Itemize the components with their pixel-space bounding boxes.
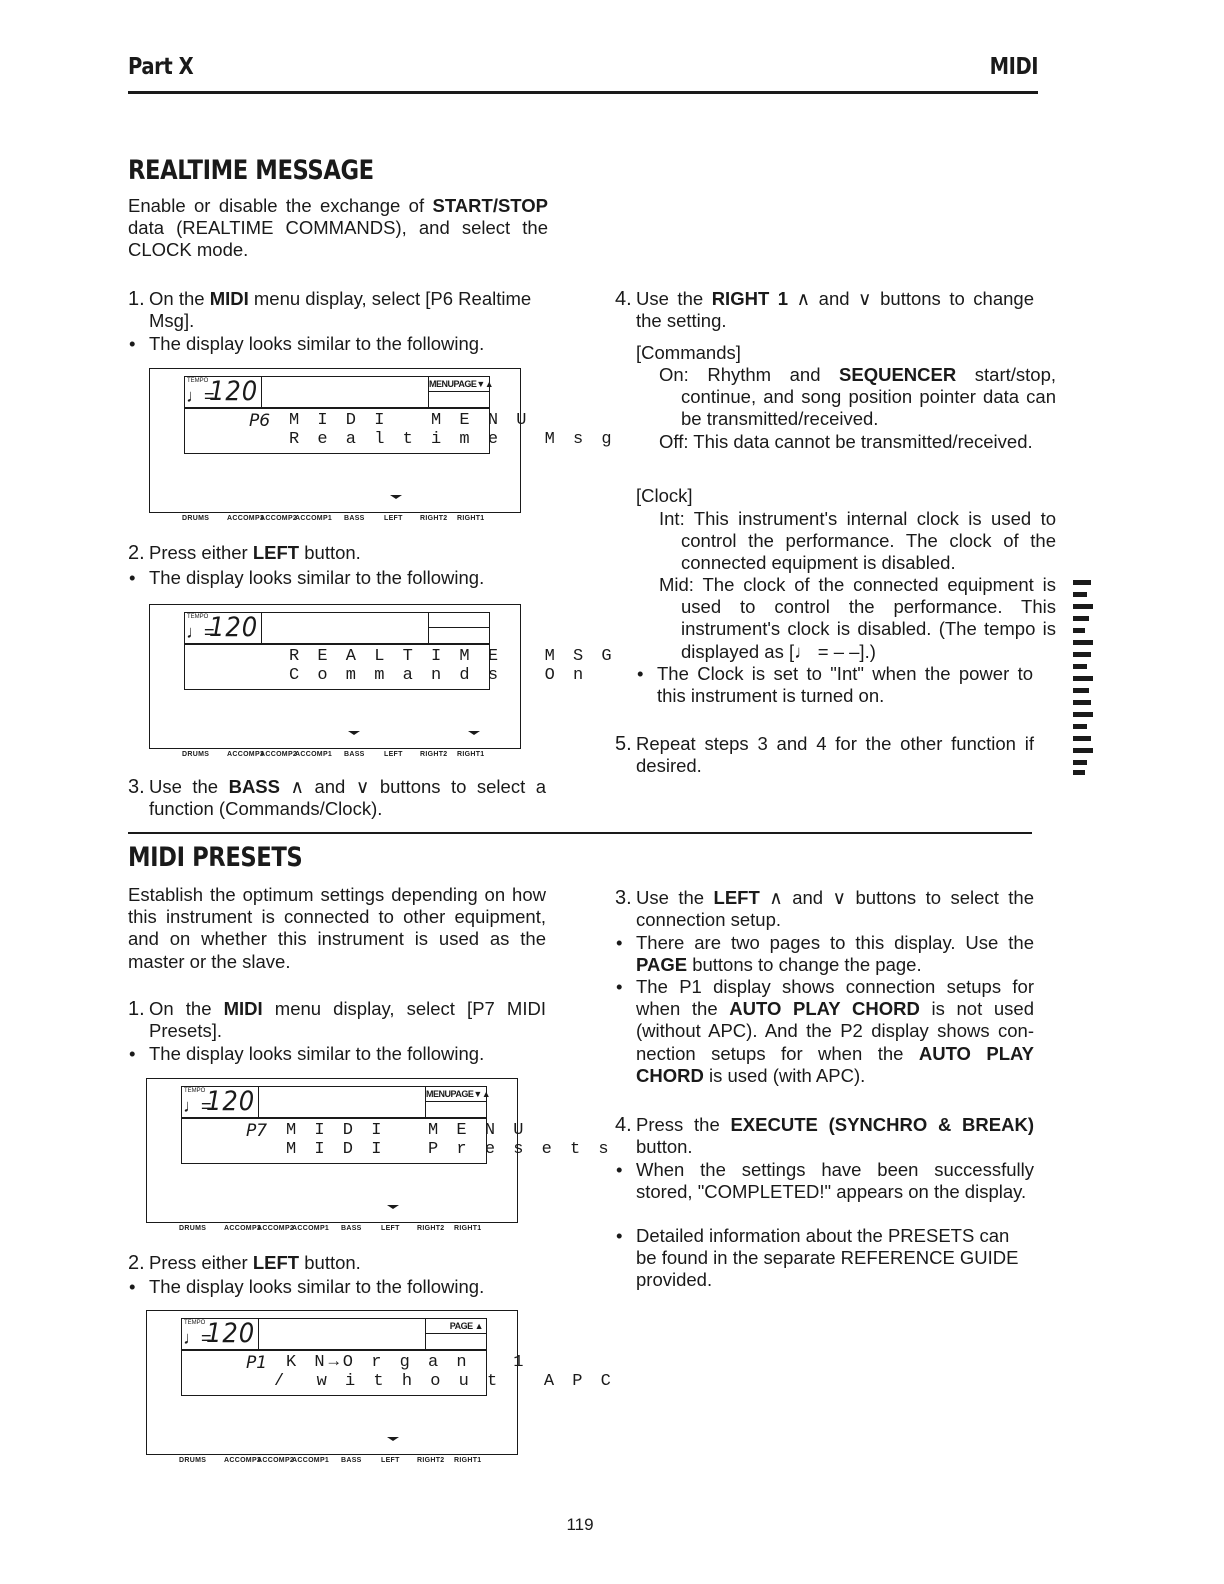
clock-heading: [Clock] — [636, 485, 693, 506]
commands-heading: [Commands] — [636, 342, 741, 363]
page-indicator: MENUPAGE▼▲ — [428, 376, 490, 408]
commands-off: Off: This data cannot be transmitted/received. — [659, 431, 1033, 452]
down-arrow-icon — [390, 495, 402, 499]
tempo-value: 120 — [209, 612, 259, 643]
header-rule — [128, 91, 1038, 94]
header-part: Part X — [128, 54, 194, 80]
presets-step-4-bullet-2: • Detailed information about the PRESETS can be found in the separate REFERENCE GUIDE provided. — [615, 1225, 1034, 1292]
commands-on: On: Rhythm and SEQUENCER start/stop, continue, and song position pointer data can be transmitted/received. — [659, 364, 1056, 430]
realtime-step-4: 4. Use the RIGHT 1 ∧ and ∨ buttons to change the setting. — [615, 288, 1034, 332]
clock-mid: Mid: The clock of the connected equipment is used to control the performance. This instrument's clock is disabled. (The tempo is displayed as [♩ = – –].) — [659, 574, 1056, 662]
presets-step-2-bullet: • The display looks similar to the following. — [128, 1276, 549, 1298]
presets-title: MIDI PRESETS — [128, 842, 303, 873]
lcd-display-p1: TEMPO ♩= 120 PAGE ▲ P1 K N→O r g a n 1 / w i t h o u t A P C DRUMS ACCOMP3 ACCOMP2 ACCOMP1 BASS LEFT RIGHT2 RIGHT1 — [146, 1310, 518, 1455]
section-divider — [128, 832, 1032, 834]
lcd-display-p7: TEMPO ♩= 120 MENUPAGE▼▲ P7 M I D I M E N U M I D I P r e s e t s DRUMS ACCOMP3 ACCOMP2 ACCOMP1 BASS LEFT RIGHT2 RIGHT1 — [146, 1078, 518, 1223]
presets-step-3-bullet-2: • The P1 display shows connection setups for when the AUTO PLAY CHORD is not used (without APC). And the P2 display shows connection setups for when the AUTO PLAY CHORD is used (with APC). — [615, 976, 1034, 1087]
realtime-step-2-bullet: • The display looks similar to the following. — [128, 567, 549, 589]
clock-bullet: • The Clock is set to "Int" when the power to this instrument is turned on. — [636, 663, 1033, 707]
page-indicator: MENUPAGE▼▲ — [425, 1086, 487, 1118]
lcd-screen: R E A L T I M E M S G C o m m a n d s O n — [184, 644, 490, 690]
header-section: MIDI — [989, 54, 1038, 80]
down-arrow-icon — [387, 1437, 399, 1441]
clock-int: Int: This instrument's internal clock is used to control the performance. The clock of the connected equipment is disabled. — [659, 508, 1056, 574]
presets-step-2: 2. Press either LEFT button. — [128, 1252, 361, 1274]
realtime-step-1-bullet: • The display looks similar to the following. — [128, 333, 549, 355]
realtime-step-1: 1. On the MIDI menu display, select [P6 Realtime Msg]. — [128, 288, 532, 332]
presets-step-1: 1. On the MIDI menu display, select [P7 MIDI Presets]. — [128, 998, 546, 1042]
tempo-box: TEMPO ♩= 120 — [184, 376, 262, 408]
presets-step-1-bullet: • The display looks similar to the following. — [128, 1043, 549, 1065]
realtime-step-3: 3. Use the BASS ∧ and ∨ buttons to select a function (Commands/Clock). — [128, 776, 546, 820]
realtime-step-5: 5. Repeat steps 3 and 4 for the other function if desired. — [615, 733, 1034, 777]
presets-step-3: 3. Use the LEFT ∧ and ∨ buttons to select the connection setup. — [615, 887, 1034, 931]
lcd-display-p6: TEMPO ♩= 120 MENUPAGE▼▲ P6 M I D I M E N U R e a l t i m e M s g DRUMS ACCOMP3 ACCOMP2 ACCOMP1 BASS LEFT RIGHT2 RIGHT1 — [149, 368, 521, 513]
lcd-screen: P1 K N→O r g a n 1 / w i t h o u t A P C — [181, 1350, 487, 1396]
lcd-screen: P6 M I D I M E N U R e a l t i m e M s g — [184, 408, 490, 454]
tempo-box: TEMPO ♩= 120 — [181, 1318, 259, 1350]
tempo-box: TEMPO ♩= 120 — [184, 612, 262, 644]
realtime-title: REALTIME MESSAGE — [128, 155, 374, 186]
lcd-display-realtime: TEMPO ♩= 120 R E A L T I M E M S G C o m m a n d s O n DRUMS ACCOMP3 ACCOMP2 ACCOMP1 BASS LEFT RIGHT2 RIGHT1 — [149, 604, 521, 749]
tempo-value: 120 — [206, 1086, 256, 1117]
page-indicator: PAGE ▲ — [425, 1318, 487, 1350]
edge-index-marks — [1073, 576, 1095, 776]
tempo-box: TEMPO ♩= 120 — [181, 1086, 259, 1118]
down-arrow-icon — [468, 731, 480, 735]
lcd-screen: P7 M I D I M E N U M I D I P r e s e t s — [181, 1118, 487, 1164]
tempo-value: 120 — [206, 1318, 256, 1349]
presets-step-4-bullet-1: • When the settings have been successfully stored, "COMPLETED!" appears on the display. — [615, 1159, 1034, 1203]
presets-step-4: 4. Press the EXECUTE (SYNCHRO & BREAK) button. — [615, 1114, 1034, 1158]
realtime-intro: Enable or disable the exchange of START/STOP data (REALTIME COMMANDS), and select the CLOCK mode. — [128, 195, 548, 261]
page-number: 119 — [566, 1515, 594, 1534]
tempo-value: 120 — [209, 376, 259, 407]
presets-step-3-bullet-1: • There are two pages to this display. Use the PAGE buttons to change the page. — [615, 932, 1034, 976]
page-indicator — [428, 612, 490, 644]
down-arrow-icon — [387, 1205, 399, 1209]
presets-intro: Establish the optimum settings depending on how this instrument is connected to other equipment, and on whether this instrument is used as the master or the slave. — [128, 884, 546, 972]
realtime-step-2: 2. Press either LEFT button. — [128, 542, 361, 564]
down-arrow-icon — [348, 731, 360, 735]
